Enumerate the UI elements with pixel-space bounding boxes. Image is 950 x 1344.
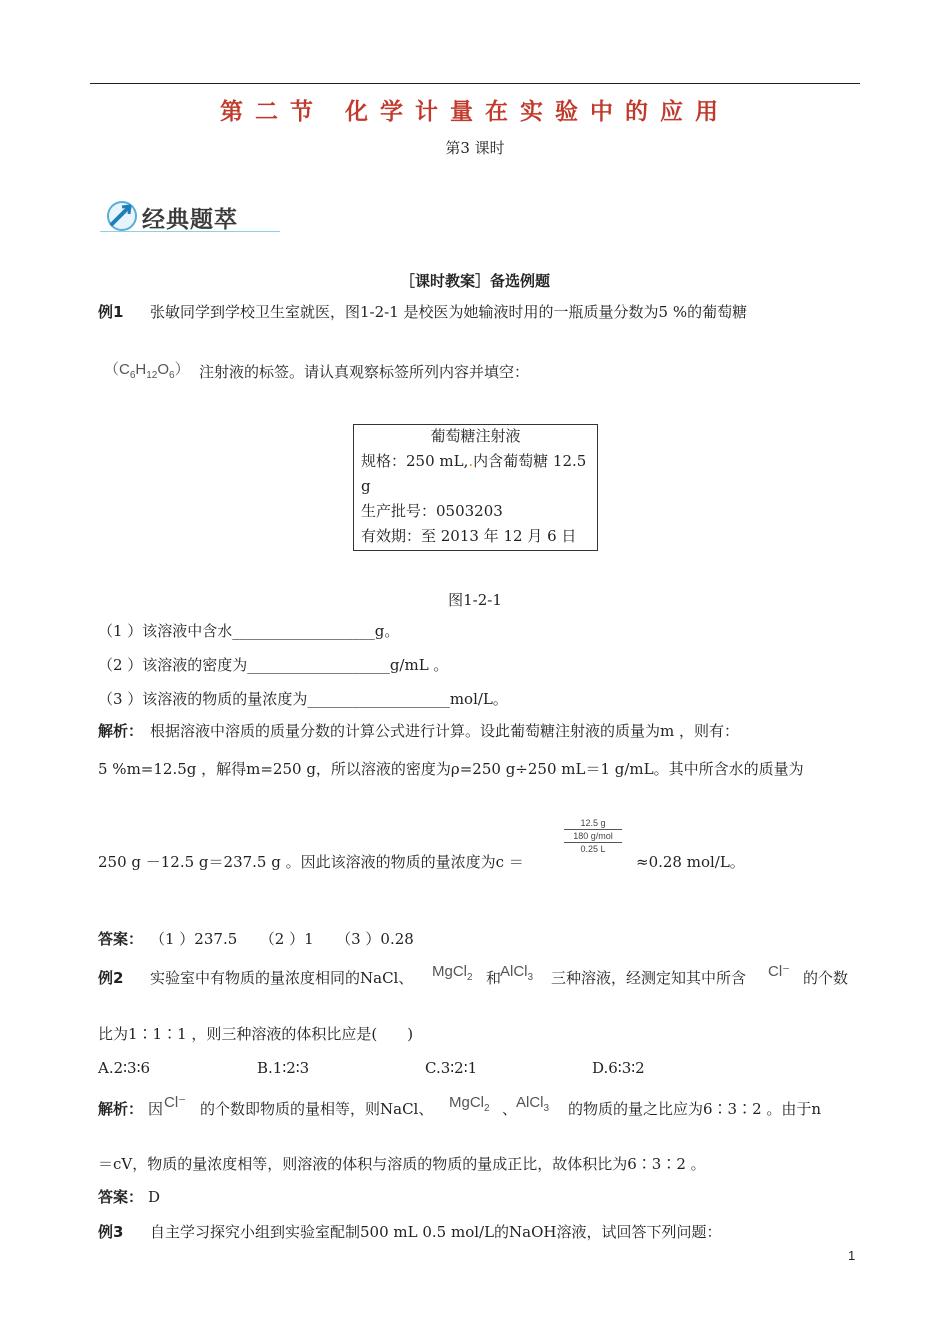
example-2-label: 例2 <box>98 969 124 987</box>
answer-1-label: 答案： <box>98 930 144 948</box>
page-number: 1 <box>848 1248 856 1263</box>
question-2: （2 ）该溶液的密度为___________________g/mL 。 <box>98 656 449 674</box>
analysis-1-label: 解析： <box>98 722 144 740</box>
option-a: A.2∶3∶6 <box>98 1059 151 1077</box>
answer-2-label: 答案： <box>98 1188 144 1206</box>
answer-1: （1 ）237.5 （2 ）1 （3 ）0.28 <box>150 930 414 948</box>
analysis-2-line-2: ＝cV，物质的量浓度相等，则溶液的体积与溶质的物质的量成正比，故体积比为6∶3∶2 。 <box>98 1155 706 1173</box>
answer-2: D <box>148 1188 161 1206</box>
fraction-numerator-bottom: 180 g/mol <box>573 831 613 841</box>
example-2-text-c: 三种溶液，经测定知其中所含 <box>551 969 747 987</box>
mgcl2-formula: MgCl$_2$ <box>432 963 473 983</box>
analysis-2-text-c: 、 <box>502 1100 518 1118</box>
label-box-batch: 生产批号：0503203 <box>361 502 503 520</box>
fraction-denominator: 0.25 L <box>580 844 606 854</box>
example-2-text-a: 实验室中有物质的量浓度相同的NaCl、 <box>150 969 414 987</box>
lesson-subtitle: 第3 课时 <box>445 139 505 157</box>
option-b: B.1∶2∶3 <box>257 1059 310 1077</box>
section-heading: ［课时教案］备选例题 <box>399 272 550 290</box>
analysis-1-line-2: 5 %m=12.5g ，解得m=250 g，所以溶液的密度为ρ=250 g÷250 mL＝1 g/mL。其中所含水的质量为 <box>98 760 804 778</box>
example-1-text-2: 注射液的标签。请认真观察标签所列内容并填空： <box>199 363 530 381</box>
analysis-1-line-3: 250 g －12.5 g＝237.5 g 。因此该溶液的物质的量浓度为c ＝ <box>98 853 524 871</box>
label-box-spec-unit: g <box>361 477 371 495</box>
fraction-numerator-top: 12.5 g <box>580 818 606 828</box>
glucose-formula: $(C_6H_{12}O_6)$ <box>104 361 190 381</box>
option-d: D.6∶3∶2 <box>592 1059 645 1077</box>
example-2-text-d: 的个数 <box>803 969 849 987</box>
example-1-text: 张敏同学到学校卫生室就医，图1-2-1 是校医为她输液时用的一瓶质量分数为5 %的葡萄糖 <box>150 303 748 321</box>
label-box-title: 葡萄糖注射液 <box>430 427 521 445</box>
header-rule <box>90 83 860 84</box>
option-c: C.3∶2∶1 <box>425 1059 478 1077</box>
example-2-text-b: 和 <box>486 969 502 987</box>
question-1: （1 ）该溶液中含水___________________g。 <box>98 622 400 640</box>
alcl3-formula: AlCl$_3$ <box>500 963 534 983</box>
analysis-1-result: ≈0.28 mol/L。 <box>636 853 745 871</box>
chloride-ion: Cl⁻ <box>768 963 791 980</box>
analysis-2-text-a: 因 <box>148 1100 164 1118</box>
analysis-2-label: 解析： <box>98 1100 144 1118</box>
analysis-1-line-1: 根据溶液中溶质的质量分数的计算公式进行计算。设此葡萄糖注射液的质量为m ，则有： <box>150 722 739 740</box>
example-3-label: 例3 <box>98 1223 124 1241</box>
question-3: （3 ）该溶液的物质的量浓度为___________________mol/L。 <box>98 690 508 708</box>
label-box-spec: 规格：250 mL,.内含葡萄糖 12.5 <box>361 452 587 470</box>
example-2-text-2: 比为1∶1∶1 ，则三种溶液的体积比应是( ) <box>98 1025 414 1043</box>
example-1-label: 例1 <box>98 303 124 321</box>
analysis-2-text-d: 的物质的量之比应为6∶3∶2 。由于n <box>568 1100 822 1118</box>
concentration-fraction <box>560 818 626 866</box>
mgcl2-formula-2: MgCl$_2$ <box>449 1094 490 1114</box>
alcl3-formula-2: AlCl$_3$ <box>516 1094 550 1114</box>
example-3-text: 自主学习探究小组到实验室配制500 mL 0.5 mol/L的NaOH溶液，试回答下列问题： <box>150 1223 722 1241</box>
page-title: 第二节 化学计量在实验中的应用 <box>219 99 730 125</box>
banner-title: 经典题萃 <box>142 207 238 233</box>
analysis-2-text-b: 的个数即物质的量相等，则NaCl、 <box>200 1100 434 1118</box>
label-box-expiry: 有效期：至 2013 年 12 月 6 日 <box>361 527 577 545</box>
chloride-ion-2: Cl⁻ <box>164 1094 187 1111</box>
figure-caption: 图1-2-1 <box>448 591 502 609</box>
